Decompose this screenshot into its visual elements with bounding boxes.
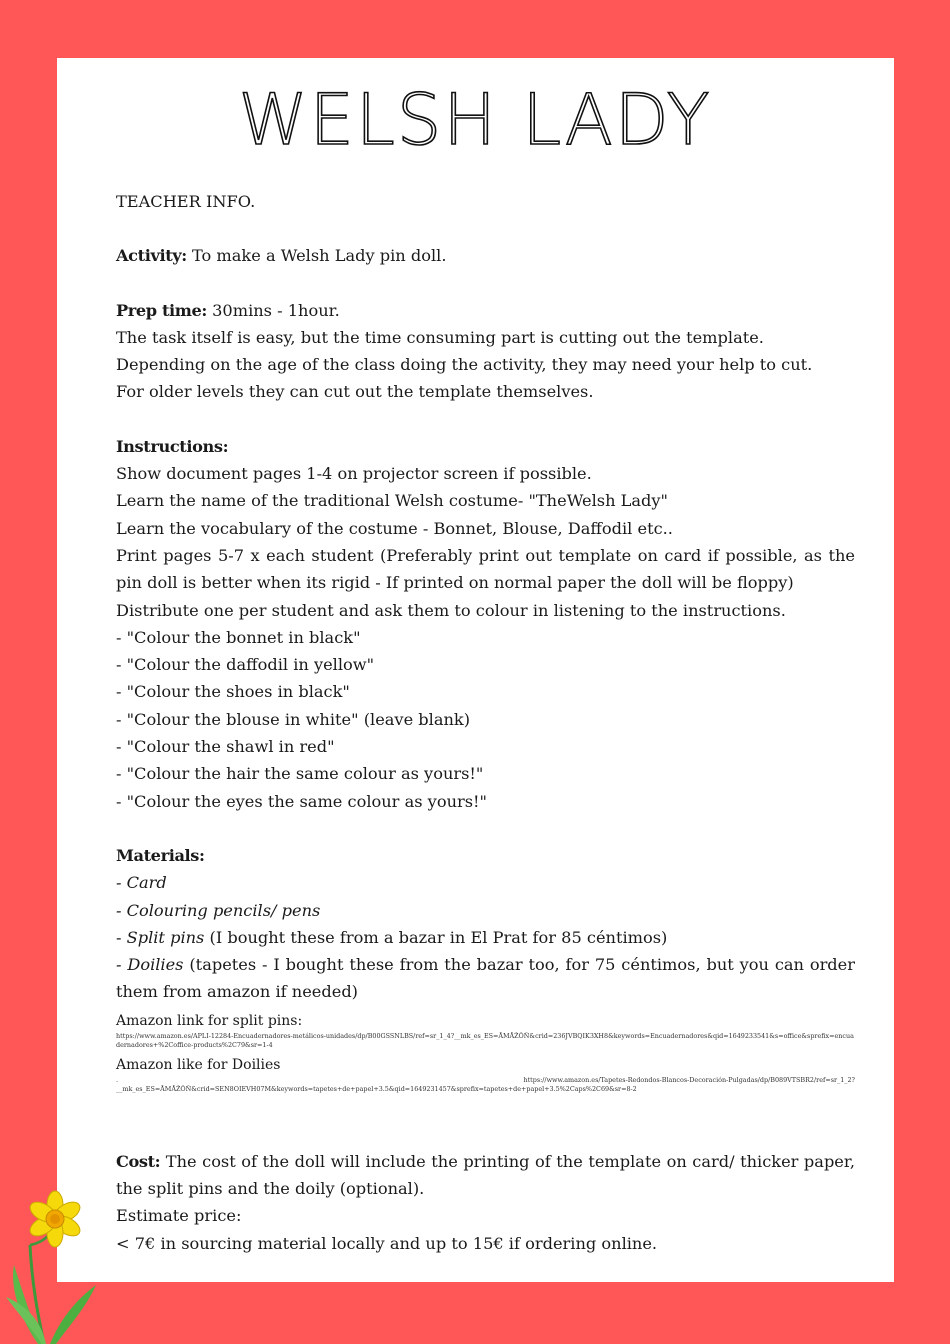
doilies-link[interactable]: . https://www.amazon.es/Tapetes-Redondos-Blancos-Decoración-Pulgadas/dp/B089VTSBR2/ref=sr_1_2?: [116, 1075, 855, 1084]
colour-item-shoes: - "Colour the shoes in black": [116, 682, 350, 702]
activity-line: [116, 242, 855, 269]
colour-item-daffodil: - "Colour the daffodil in yellow": [116, 655, 375, 675]
instruction-print-line: Print pages 5-7 x each student (Preferably print out template on card if possible, as the pin doll is better when its rigid - If printed on normal paper the doll will be floppy): [116, 545, 855, 593]
material-pencils: - Colouring pencils/ pens: [116, 900, 321, 920]
teacher-info-heading: TEACHER INFO.: [116, 192, 256, 211]
price-line: < 7€ in sourcing material locally and up to 15€ if ordering online.: [116, 1233, 658, 1253]
prep-line: [116, 297, 855, 324]
cost-line: [116, 1148, 855, 1203]
colour-item-hair: - "Colour the hair the same colour as yours!": [116, 764, 484, 784]
instruction-line-2: Learn the name of the traditional Welsh costume- "TheWelsh Lady": [116, 491, 668, 511]
prep-text: 30mins - 1hour.: [206, 300, 340, 320]
activity-text: To make a Welsh Lady pin doll.: [186, 246, 447, 266]
estimate-label: Estimate price:: [116, 1206, 242, 1226]
cost-text: The cost of the doll will include the printing of the template on card/ thicker paper, the split pins and the doily (optional).: [116, 1151, 855, 1199]
cost-label: Cost:: [116, 1151, 161, 1171]
prep-line-1: The task itself is easy, but the time consuming part is cutting out the template.: [116, 327, 764, 347]
doilies-link-label: Amazon like for Doilies: [116, 1056, 281, 1073]
split-pins-link-label: Amazon link for split pins:: [116, 1012, 303, 1029]
doilies-link-cont[interactable]: __mk_es_ES=ÅMÅŽÕÑ&crid=SEN8OIEVH07M&keywords=tapetes+de+papel+3.5&qid=1649231457&sprefix=tapetes+de+papel+3.5%2Caps%2C69&sr=8-2: [116, 1084, 637, 1093]
material-card: - Card: [116, 873, 167, 893]
material-split-pins: - Split pins (I bought these from a bazar in El Prat for 85 céntimos): [116, 927, 668, 947]
colour-item-eyes: - "Colour the eyes the same colour as yours!": [116, 791, 487, 811]
split-pins-link[interactable]: https://www.amazon.es/APLI-12284-Encuadernadores-metálicos-unidades/dp/B00GSSNLBS/ref=sr_1_4?__mk_es_ES=ÅMÅŽÕÑ&crid=236JVBQIK3XH8&keywords=Encuadernadores&qid=1649233541&s=office&sprefix=encuadernadores+%2Coffice-products%2C79&sr=1-4: [116, 1031, 854, 1049]
prep-line-3: For older levels they can cut out the template themselves.: [116, 382, 594, 402]
instructions-label: Instructions:: [116, 436, 229, 456]
instruction-distribute: Distribute one per student and ask them to colour in listening to the instructions.: [116, 600, 786, 620]
instruction-line-3: Learn the vocabulary of the costume - Bonnet, Blouse, Daffodil etc..: [116, 518, 673, 538]
materials-label: Materials:: [116, 845, 205, 865]
colour-item-blouse: - "Colour the blouse in white" (leave blank): [116, 709, 471, 729]
page-title: WELSH LADY: [238, 79, 712, 161]
prep-label: Prep time:: [116, 300, 207, 320]
colour-item-shawl: - "Colour the shawl in red": [116, 737, 335, 757]
instruction-line-1: Show document pages 1-4 on projector screen if possible.: [116, 464, 592, 484]
colour-item-bonnet: - "Colour the bonnet in black": [116, 627, 361, 647]
activity-label: Activity:: [116, 246, 187, 266]
document-content: [116, 188, 855, 1257]
prep-line-2: Depending on the age of the class doing the activity, they may need your help to cut.: [116, 355, 813, 375]
material-doilies: - Doilies (tapetes - I bought these from the bazar too, for 75 céntimos, but you can order them from amazon if needed): [116, 955, 855, 1002]
daffodil-icon: [0, 1185, 100, 1344]
